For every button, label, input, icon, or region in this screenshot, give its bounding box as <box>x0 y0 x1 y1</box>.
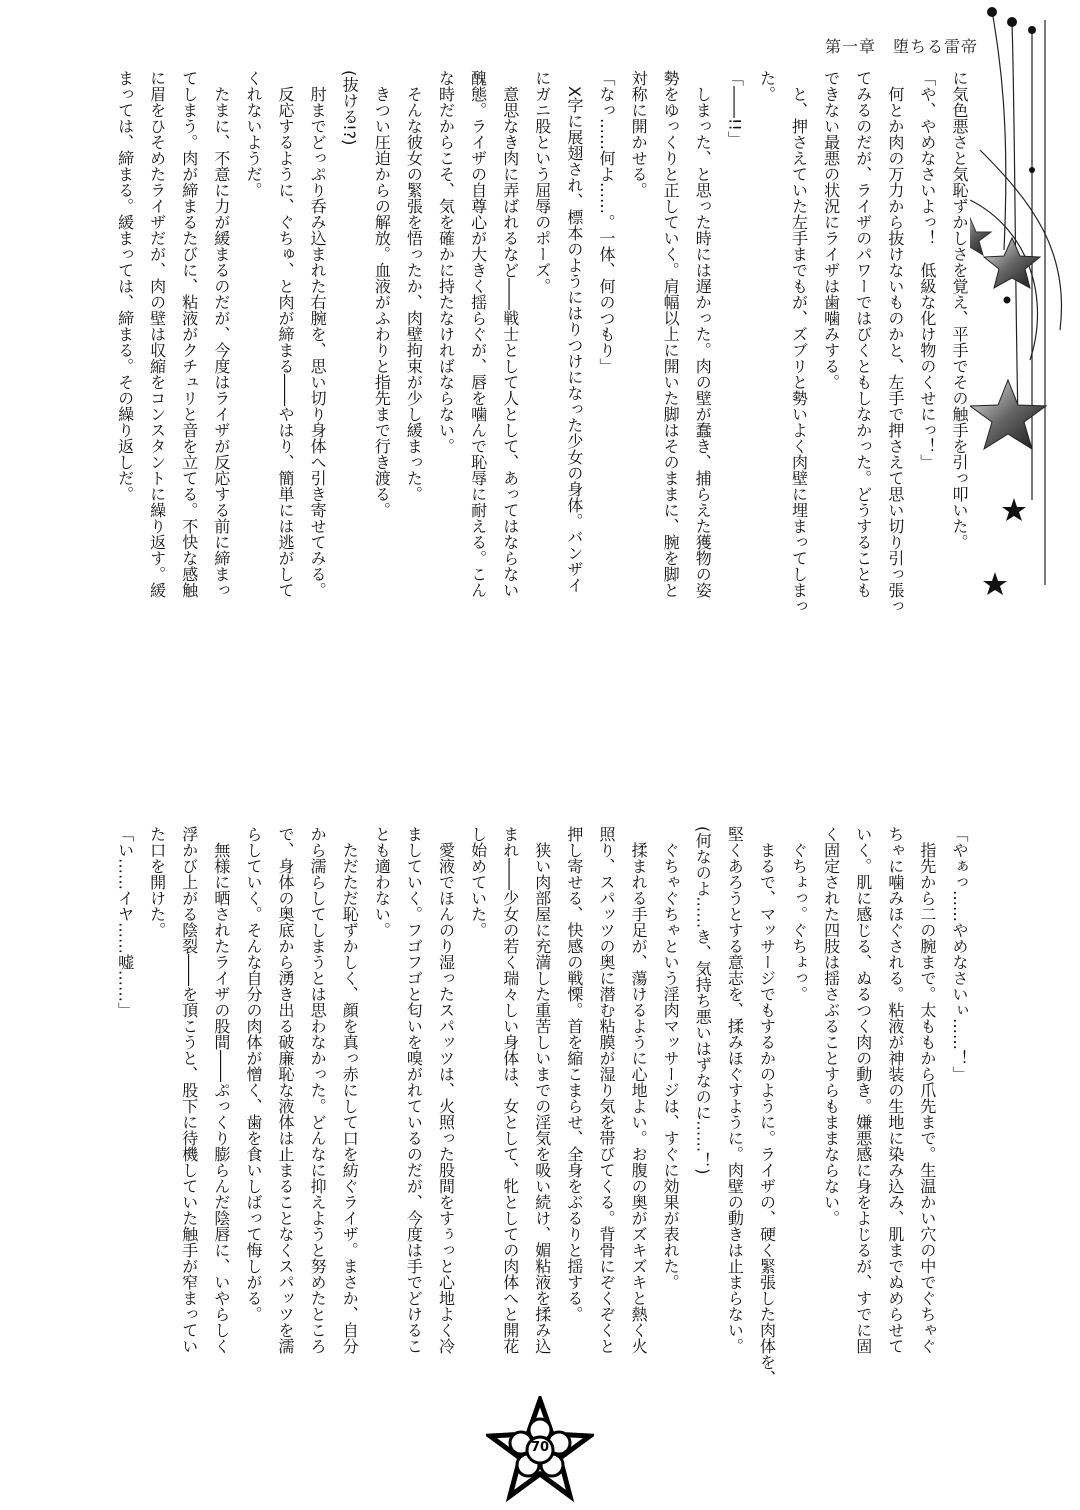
text-line: できない最悪の状況にライザは歯噛みする。 <box>821 70 841 390</box>
text-line: ちゃに噛みほぐされる。粘液が神装の生地に染み込み、肌までぬめらせて <box>885 826 905 1354</box>
text-line: てしまう。肉が締まるたびに、粘液がクチュリと音を立てる。不快な感触 <box>179 70 199 598</box>
text-line: 揉まれる手足が、蕩けるように心地よい。お腹の奥がズキズキと熱く火 <box>629 826 649 1354</box>
text-line: らしていく。そんな自分の肉体が憎く、歯を食いしばって悔しがる。 <box>243 826 263 1322</box>
text-line: ましていく。フゴフゴと匂いを嗅がれているのだが、今度は手でどけるこ <box>404 826 424 1354</box>
text-line: 愛液でほんのり湿ったスパッツは、火照った股間をすぅっと心地よく冷 <box>436 826 456 1354</box>
text-line: 勢をゆっくりと正していく。肩幅以上に開いた脚はそのままに、腕を脚と <box>661 70 681 598</box>
text-line: 照り、スパッツの奥に潜む粘膜が湿り気を帯びてくる。背骨にぞくぞくと <box>596 826 616 1354</box>
text-line: 無様に晒されたライザの股間――ぷっくり膨らんだ陰唇に、いやらしく <box>211 826 231 1354</box>
text-line: きつい圧迫からの解放。血液がふわりと指先まで行き渡る。 <box>372 70 392 518</box>
text-line: 醜態。ライザの自尊心が大きく揺らぐが、唇を噛んで恥辱に耐える。こん <box>468 70 488 598</box>
text-line: 反応するように、ぐちゅ、と肉が締まる――やはり、簡単には逃がして <box>276 70 296 598</box>
text-line: まるで、マッサージでもするかのように。ライザの、硬く緊張した肉体を、 <box>757 826 777 1386</box>
text-line: な時だからこそ、気を確かに持たなければならない。 <box>436 70 456 454</box>
text-line: たまに、不意に力が緩まるのだが、今度はライザが反応する前に締まっ <box>211 70 231 598</box>
text-line: に眉をひそめたライザだが、肉の壁は収縮をコンスタントに繰り返す。緩 <box>147 70 167 598</box>
text-line: そんな彼女の緊張を悟ったか、肉壁拘束が少し緩まった。 <box>404 70 424 502</box>
text-line: まっては、締まる。緩まっては、締まる。その繰り返しだ。 <box>115 70 135 502</box>
text-line: 「い……イヤ……嘘……」 <box>115 826 135 1018</box>
page-number: 70 <box>530 1440 550 1455</box>
text-line: く固定された四肢は揺さぶることすらもままならない。 <box>821 826 841 1226</box>
text-line: ぐちょっ。ぐちょっ。 <box>789 826 809 1002</box>
text-line: X字に展翅され、標本のようにはりつけになった少女の身体。バンザイ <box>564 70 584 593</box>
text-line: た口を開けた。 <box>147 826 167 938</box>
star-icon <box>983 572 1007 595</box>
text-line: にガニ股という屈辱のポーズ。 <box>532 70 552 294</box>
text-line: しまった、と思った時には遅かった。肉の壁が蠢き、捕らえた獲物の姿 <box>693 70 713 598</box>
text-line: くれないようだ。 <box>243 70 263 198</box>
text-line: と、押さえていた左手までもが、ズブリと勢いよく肉壁に埋まってしまっ <box>789 70 809 614</box>
text-line: た。 <box>757 70 777 102</box>
text-line: 「なっ……何よ……。一体、何のつもり」 <box>596 70 616 374</box>
star-icon <box>1002 498 1026 521</box>
text-line: ぐちゃぐちゃという淫肉マッサージは、すぐに効果が表れた。 <box>661 826 681 1290</box>
text-line: (何なのよ……き、気持ち悪いはずなのに……！) <box>693 826 713 1175</box>
text-line: ただただ恥ずかしく、顔を真っ赤にして口を紡ぐライザ。まさか、自分 <box>340 826 360 1354</box>
text-line: 「やぁっ……やめなさいぃ……！」 <box>950 826 969 1082</box>
text-block-lower <box>105 826 975 1386</box>
text-line: し始めていた。 <box>468 826 488 938</box>
text-line: で、身体の奥底から湧き出る破廉恥な液体は止まることなくスパッツを濡 <box>276 826 296 1354</box>
text-line: 「や、やめなさいよっ！ 低級な化け物のくせにっ！」 <box>917 70 937 470</box>
text-line: 肘までどっぷり呑み込まれた右腕を、思い切り身体へ引き寄せてみる。 <box>308 70 328 598</box>
text-line: 押し寄せる、快感の戦慄。首を縮こまらせ、全身をぶるりと揺する。 <box>564 826 584 1322</box>
text-line: から濡らしてしまうとは思わなかった。どんなに抑えようと努めたところ <box>308 826 328 1354</box>
text-block-upper <box>105 70 975 670</box>
text-line: に気色悪さと気恥ずかしさを覚え、平手でその触手を引っ叩いた。 <box>950 70 969 550</box>
text-line: 何とか肉の万力から抜けないものかと、左手で押さえて思い切り引っ張っ <box>885 70 905 614</box>
text-line: まれ――少女の若く瑞々しい身体は、女として、牝としての肉体へと開花 <box>500 826 520 1354</box>
text-line: 狭い肉部屋に充満した重苦しいまでの淫気を吸い続け、媚粘液を揉み込 <box>532 826 552 1354</box>
text-line: 対称に開かせる。 <box>629 70 649 198</box>
text-line: 指先から二の腕まで。太ももから爪先まで。生温かい穴の中でぐちゃぐ <box>917 826 937 1354</box>
star-icon <box>970 380 1046 449</box>
text-line: 意思なき肉に弄ばれるなど――戦士として人として、あってはならない <box>500 70 520 598</box>
text-line: とも適わない。 <box>372 826 392 938</box>
text-line: てみるのだが、ライザのパワーではびくともしなかった。どうすることも <box>853 70 873 598</box>
text-line: (抜ける!?) <box>340 70 360 146</box>
running-header-chapter-title: 第一章 堕ちる雷帝 <box>824 37 978 56</box>
text-line: 「――!!」 <box>725 70 745 147</box>
text-line: 浮かび上がる陰裂――を頂こうと、股下に待機していた触手が窄まってい <box>179 826 199 1354</box>
text-line: いく。肌に感じる、ぬるつく肉の動き。嫌悪感に身をよじるが、すでに固 <box>853 826 873 1354</box>
star-ornament-decoration <box>970 0 1080 610</box>
page-number-ornament <box>486 1396 594 1504</box>
text-line: 堅くあろうとする意志を、揉みほぐすように。肉壁の動きは止まらない。 <box>725 826 745 1354</box>
